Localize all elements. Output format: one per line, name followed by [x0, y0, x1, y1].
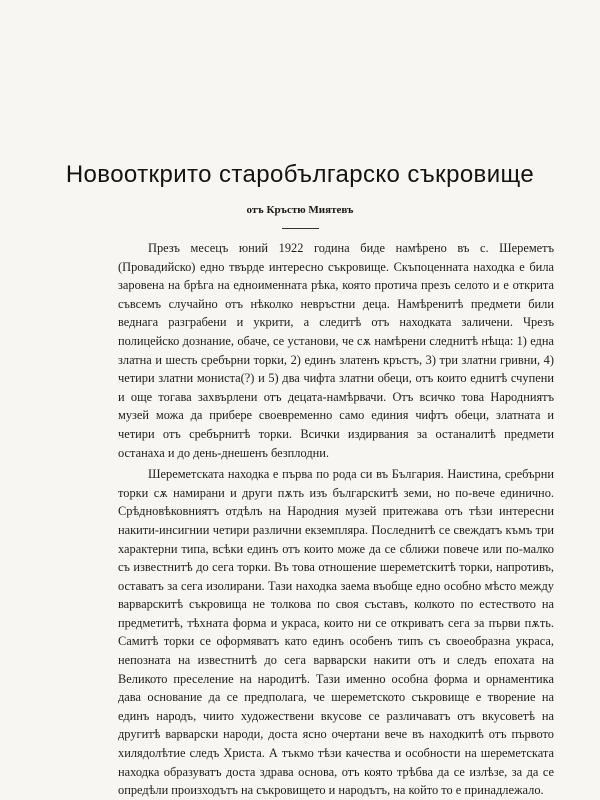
article-author: отъ Кръстю Миятевъ: [246, 204, 354, 216]
article-body: [118, 239, 554, 800]
title-divider: [282, 228, 319, 229]
article-title: Новооткрито старобългарско съкровище: [65, 161, 535, 188]
paragraph-2: Шереметската находка е първа по рода си въ България. Наистина, сребърни торки сѫ намирани и други пѫть изъ българскитѣ земи, но по-вече единично. Срѣдновѣковниятъ отдѣлъ на Народния музей притежава отъ тѣзи интересни накити-инсигнии четири различни екземпляра. Последнитѣ се свеждатъ къмъ три характерни типа, всѣки единъ отъ които може да се сближи повече или по-малко съ известнитѣ до сега торки. Въ това отношение шереметскитѣ торки, напротивъ, оставатъ за сега изолирани. Тази находка заема въобще едно особно мѣсто между варварскитѣ съкровища не толкова по своя съставъ, колкото по естеството на предметитѣ, тѣхната форма и украса, които ни се откриватъ сега за първи пѫть. Самитѣ торки се оформяватъ като единъ особенъ типъ съ своеобразна украса, непозната на известнитѣ до сега варварски накити отъ и следъ епохата на Великото преселение на народитѣ. Тази именно особна форма и орнаментика дава основание да се предполага, че шереметското съкровище е творение на единъ народъ, чиито художествени вкусове се различаватъ отъ вкусоветѣ на другитѣ варварски народи, доста ясно очертани вече въ находкитѣ отъ първото хилядолѣтие следъ Христа. А тъкмо тѣзи качества и особности на шереметската находка образуватъ доста здрава основа, отъ която трѣбва да се излѣзе, за да се опредѣли произходътъ на съкровището и народътъ, на който то е принадлежало.: [118, 467, 554, 798]
paragraph-1: Презъ месецъ юний 1922 година биде намѣрено въ с. Шереметъ (Провадийско) едно твърде интересно съкровище. Скъпоценната находка е била заровена на брѣга на едноименната рѣка, която протича презъ селото и е открита съвсемъ случайно отъ нѣколко невръстни деца. Намѣренитѣ предмети били веднага разграбени и укрити, а следитѣ отъ находката заличени. Чрезъ полицейско дознание, обаче, се установи, че сѫ намѣрени следнитѣ нѣща: 1) една златна и шесть сребърни торки, 2) единъ златенъ кръстъ, 3) три златни гривни, 4) четири златни мониста(?) и 5) два чифта златни обеци, отъ които еднитѣ счупени и още тогава захвърлени отъ децата-намѣрвачи. Отъ всичко това Народниятъ музей можа да прибере своевременно само единия чифтъ обеци, златната и четири отъ сребърнитѣ торки. Всички издирвания за останалитѣ предмети останаха и до день-днешенъ безплодни.: [118, 241, 554, 460]
